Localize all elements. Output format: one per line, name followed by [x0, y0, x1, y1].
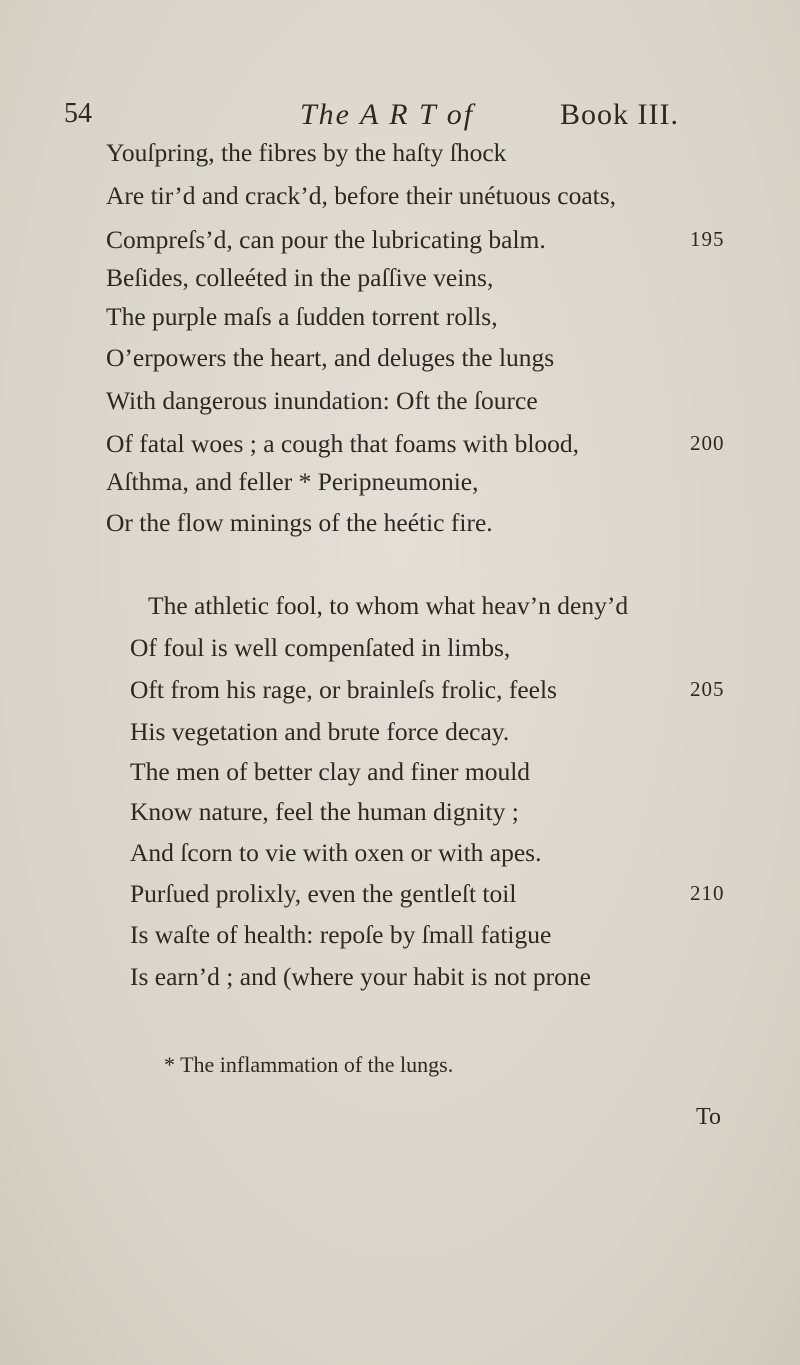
verse-line	[0, 591, 800, 631]
verse-text: Beſides, colleéted in the paſſive veins,	[106, 263, 494, 292]
verse-line	[0, 302, 800, 342]
verse-text: Are tir’d and crack’d, before their unétuous coats,	[106, 181, 617, 210]
verse-text: Is earn’d ; and (where your habit is not prone	[130, 962, 591, 991]
verse-line	[0, 467, 800, 507]
verse-line	[0, 429, 800, 469]
verse-text: His vegetation and brute force decay.	[130, 717, 510, 746]
verse-text: The men of better clay and finer mould	[130, 757, 531, 786]
book-label: Book III.	[560, 98, 679, 131]
verse-text: Youſpring, the fibres by the haſty ſhock	[106, 138, 507, 167]
verse-line	[0, 797, 800, 837]
verse-text: Aſthma, and feller * Peripneumonie,	[106, 467, 479, 496]
verse-text: Compreſs’d, can pour the lubricating balm.	[106, 225, 546, 254]
line-number: 200	[690, 431, 725, 455]
verse-text: And ſcorn to vie with oxen or with apes.	[130, 838, 542, 867]
verse-text: O’erpowers the heart, and deluges the lungs	[106, 343, 555, 372]
verse-text: Purſued prolixly, even the gentleſt toil	[130, 879, 517, 908]
running-title: The A R T of	[300, 98, 475, 131]
verse-line	[0, 386, 800, 426]
line-number: 195	[690, 227, 725, 251]
verse-text: With dangerous inundation: Oft the ſource	[106, 386, 538, 415]
line-number: 210	[690, 881, 725, 905]
verse-line	[0, 508, 800, 548]
verse-line	[0, 225, 800, 265]
verse-line	[0, 633, 800, 673]
catchword: To	[696, 1104, 721, 1130]
verse-line	[0, 343, 800, 383]
page-number: 54	[64, 98, 92, 129]
verse-line	[0, 962, 800, 1002]
verse-line	[0, 138, 800, 178]
verse-text: Of fatal woes ; a cough that foams with blood,	[106, 429, 580, 458]
verse-line	[0, 181, 800, 221]
verse-line	[0, 757, 800, 797]
verse-text: Of foul is well compenſated in limbs,	[130, 633, 511, 662]
verse-line	[0, 879, 800, 919]
verse-text: Oft from his rage, or brainleſs frolic, feels	[130, 675, 557, 704]
running-header	[0, 98, 800, 138]
verse-text: The purple maſs a ſudden torrent rolls,	[106, 302, 498, 331]
verse-text: Is waſte of health: repoſe by ſmall fatigue	[130, 920, 552, 949]
verse-line	[0, 920, 800, 960]
verse-line	[0, 717, 800, 757]
verse-text: Know nature, feel the human dignity ;	[130, 797, 519, 826]
verse-text: The athletic fool, to whom what heav’n deny’d	[148, 591, 629, 620]
verse-line	[0, 263, 800, 303]
verse-text: Or the flow minings of the heétic fire.	[106, 508, 493, 537]
line-number: 205	[690, 677, 725, 701]
footnote: * The inflammation of the lungs.	[164, 1052, 454, 1077]
verse-line	[0, 838, 800, 878]
verse-line	[0, 675, 800, 715]
